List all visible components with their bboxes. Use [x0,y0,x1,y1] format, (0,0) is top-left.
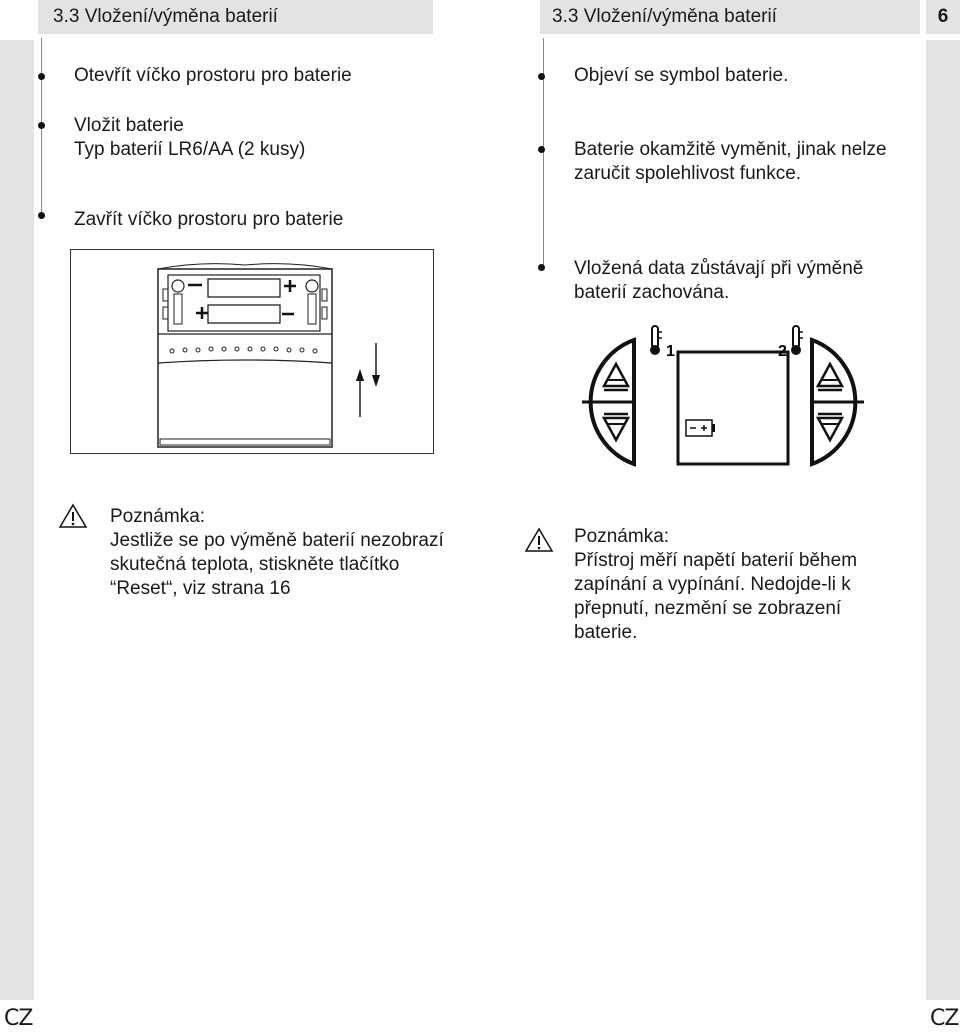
left-section-title: 3.3 Vložení/výměna baterií [38,0,433,34]
battery-compartment-diagram [70,249,434,454]
note-line: Jestliže se po výměně baterií nezobrazí [110,530,444,551]
display-diagram [578,322,888,468]
right-section-title: 3.3 Vložení/výměna baterií [540,0,920,34]
step-battery-symbol: Objeví se symbol baterie. [574,65,789,86]
sensor-2-label: 2 [778,343,787,360]
step-open-cover: Otevřít víčko prostoru pro baterie [74,65,352,86]
right-margin-bar [926,40,960,1000]
step-replace-immediately: Baterie okamžitě vyměnit, jinak nelze [574,139,887,160]
step-data-retained: Vložená data zůstávají při výměně [574,258,864,279]
step-replace-reason: zaručit spolehlivost funkce. [574,163,802,184]
step-close-cover: Zavřít víčko prostoru pro baterie [74,209,344,230]
note-line: skutečná teplota, stiskněte tlačítko [110,554,400,575]
note-line: “Reset“, viz strana 16 [110,578,291,599]
step-data-retained-cont: baterií zachována. [574,282,730,303]
page-number: 6 [926,0,960,34]
note-title: Poznámka: [574,526,670,547]
left-margin-bar [0,40,34,1000]
note-title: Poznámka: [110,506,206,527]
thermometer-2-icon [791,326,803,355]
step-bullet [538,73,545,80]
step-bullet [538,146,545,153]
language-code-right: CZ [930,1006,959,1031]
warning-icon [524,527,554,553]
language-code-left: CZ [4,1006,33,1031]
warning-icon [58,503,88,529]
note-line: baterie. [574,622,638,643]
note-line: zapínání a vypínání. Nedojde-li k [574,574,851,595]
sensor-1-label: 1 [666,343,675,360]
step-bullet [38,212,45,219]
step-bullet [538,264,545,271]
note-line: Přístroj měří napětí baterií během [574,550,858,571]
step-bullet [38,122,45,129]
step-bullet [38,73,45,80]
thermometer-1-icon [650,326,662,355]
battery-type: Typ baterií LR6/AA (2 kusy) [74,139,306,160]
note-line: přepnutí, nezmění se zobrazení [574,598,842,619]
step-insert-batteries: Vložit baterie [74,115,184,136]
